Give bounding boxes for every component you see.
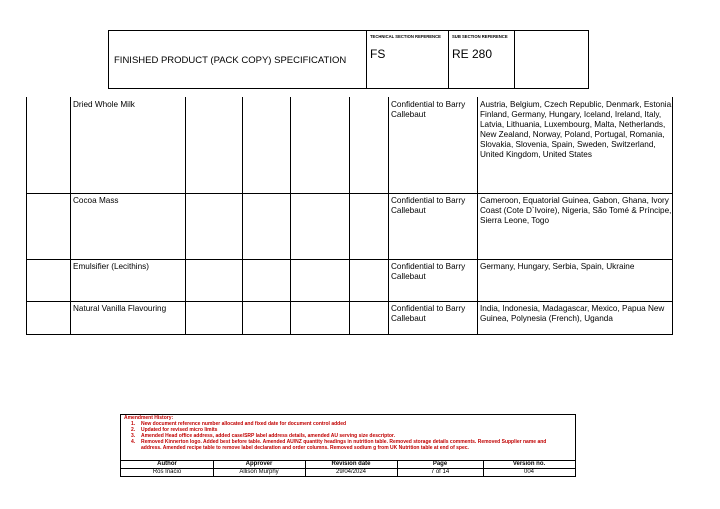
ingredient-name: Cocoa Mass: [73, 196, 119, 205]
sub-ref-cell: [448, 31, 514, 88]
supplier-confidential: Confidential to Barry Callebaut: [391, 262, 466, 281]
page-value: 7 of 14: [430, 469, 450, 475]
ingredient-name: Emulsifier (Lecithins): [73, 262, 149, 271]
country-of-origin: India, Indonesia, Madagascar, Mexico, Papua New Guinea, Polynesia (French), Uganda: [480, 304, 665, 323]
amendment-text: Amended Head office address, added case/SRP label address details, amended AU serving size descriptor.: [141, 433, 395, 439]
amendment-text: Removed Kinnerton logo. Added best before table. Amended AU/NZ quantity headings in nutrition table. Removed storage details comments. Removed Supplier name and address. Amended recipe table to remove label declaration and order columns. Removed sodium g from UK Nutrition table at end of spec.: [141, 439, 547, 451]
technical-ref-cell: [366, 31, 448, 88]
table-divider: [70, 97, 71, 335]
sub-ref-value: RE 280: [452, 47, 493, 61]
amendment-number: 4.: [131, 439, 136, 445]
footer-header-row: [121, 460, 575, 468]
amendment-heading: Amendment History:: [124, 415, 174, 421]
page-header: Page: [432, 461, 448, 467]
footer-divider: [483, 460, 484, 476]
amendment-text: New document reference number allocated and fixed date for document control added: [141, 421, 347, 427]
ingredient-name: Natural Vanilla Flavouring: [73, 304, 167, 313]
table-border: [26, 97, 27, 335]
revision-date-header: Revision date: [331, 461, 371, 467]
row-divider: [26, 259, 673, 260]
title-cell: [109, 31, 366, 88]
table-divider: [388, 97, 389, 335]
row-divider: [26, 193, 673, 194]
approver-header: Approver: [245, 461, 273, 467]
page-title: FINISHED PRODUCT (PACK COPY) SPECIFICATION: [114, 55, 347, 66]
amendment-number: 2.: [131, 427, 136, 433]
revision-date-value: 29/04/2024: [335, 469, 367, 475]
supplier-confidential: Confidential to Barry Callebaut: [391, 304, 466, 323]
footer-divider: [305, 460, 306, 476]
supplier-confidential: Confidential to Barry Callebaut: [391, 100, 466, 119]
amendment-number: 3.: [131, 433, 136, 439]
country-of-origin: Austria, Belgium, Czech Republic, Denmark, Estonia, Finland, Germany, Hungary, Iceland, Ireland, Italy, Latvia, Lithuania, Luxembourg, Malta, Netherlands, New Zealand, Norway, Poland, Portugal, Romania, Slovakia, Slovenia, Spain, Sweden, Switzerland, United Kingdom, United States: [480, 100, 674, 159]
amendment-number: 1.: [131, 421, 136, 427]
version-header: Version no.: [512, 461, 546, 467]
sub-ref-label: SUB SECTION REFERENCE: [452, 34, 508, 39]
table-divider: [349, 97, 350, 335]
ingredient-table: [26, 97, 673, 335]
row-divider: [26, 334, 673, 335]
country-of-origin: Cameroon, Equatorial Guinea, Gabon, Ghana, Ivory Coast (Cote D`Ivoire), Nigeria, São Tomé & Príncipe, Sierra Leone, Togo: [480, 196, 672, 225]
amendment-text: Updated for revised micro limits: [141, 427, 218, 433]
footer-divider: [397, 460, 398, 476]
table-divider: [477, 97, 478, 335]
amendment-item: [131, 439, 565, 451]
approver-value: Allison Murphy: [239, 469, 279, 475]
author-value: Ros Inacio: [152, 469, 182, 475]
technical-ref-value: FS: [370, 47, 386, 61]
footer-value-row: [121, 468, 575, 476]
author-header: Author: [157, 461, 177, 467]
blank-cell: [514, 31, 588, 88]
ingredient-name: Dried Whole Milk: [73, 100, 135, 109]
country-of-origin: Germany, Hungary, Serbia, Spain, Ukraine: [480, 262, 635, 271]
document-control-footer: [120, 414, 576, 477]
footer-divider: [213, 460, 214, 476]
table-divider: [290, 97, 291, 335]
amendment-history: [121, 415, 575, 460]
row-divider: [26, 301, 673, 302]
spec-header: [108, 30, 589, 89]
version-value: 004: [523, 469, 534, 475]
table-divider: [185, 97, 186, 335]
supplier-confidential: Confidential to Barry Callebaut: [391, 196, 466, 215]
table-divider: [242, 97, 243, 335]
technical-ref-label: TECHNICAL SECTION REFERENCE: [370, 34, 441, 39]
